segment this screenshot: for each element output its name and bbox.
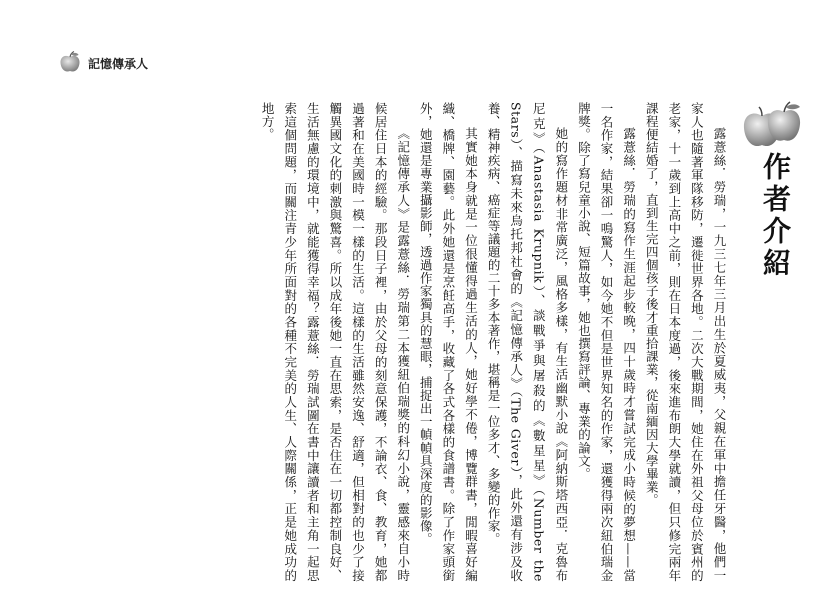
body-text [100,102,730,582]
paragraph: 她的寫作題材非常廣泛，風格多樣，有生活幽默小說《阿納斯塔西亞．克魯布尼克》（Anastasia Krupnik）、談戰爭與屠殺的《數星星》（Number the Stars）、描寫未來烏托邦社會的《記憶傳承人》（The Giver），此外還有涉及收養、精神疾病、癌症等議題的二十多本著作，堪稱是一位多才、多變的作家。 [486,102,569,582]
paragraph: 露薏絲．勞瑞，一九三七年三月出生於夏威夷，父親在軍中擔任牙醫，他們一家人也隨著軍隊移防，遷徙世界各地。二次大戰期間，她住在外祖父母位於賓州的老家，十一歲到上高中之前，則在日本度過，後來進布朗大學就讀，但只修完兩年課程便結婚了，直到生完四個孩子後才重拾課業，從南緬因大學畢業。 [644,102,727,582]
section-heading: 作者介紹 [759,152,792,280]
book-title: 記憶傳承人 [88,57,149,71]
apple-icon [58,50,82,74]
paragraph: 其實她本身就是一位很懂得過生活的人，她好學不倦，博覽群書，閒暇喜好編織、橋牌、園藝。此外她還是烹飪高手，收藏了各式各樣的食譜書。除了作家頭銜外，她還是專業攝影師，透過作家獨具的慧眼，捕捉出一幀幀具深度的影像。 [418,102,479,582]
paragraph: 《記憶傳承人》是露薏絲．勞瑞第二本獲紐伯瑞獎的科幻小說，靈感來自小時候居住日本的經驗。那段日子裡，由於父母的刻意保護，不論衣、食、教育，她都過著和在美國時一模一樣的生活。這樣的生活雖然安逸、舒適，但相對的也少了接觸異國文化的刺激與驚喜。所以成年後她一直在思索，是否住在一切都控制良好、生活無慮的環境中，就能獲得幸福？露薏絲．勞瑞試圖在書中讓讀者和主角一起思索這個問題，而關注青少年所面對的各種不完美的人生、人際關係，正是她成功的地方。 [260,102,411,582]
paragraph: 露薏絲．勞瑞的寫作生涯起步較晚，四十歲時才嘗試完成小時候的夢想——當一名作家，結果卻一鳴驚人，如今她不但是世界知名的作家，還獲得兩次紐伯瑞金牌獎。除了寫兒童小說、短篇故事，她也撰寫評論、專業的論文。 [576,102,637,582]
apples-icon [740,100,806,150]
